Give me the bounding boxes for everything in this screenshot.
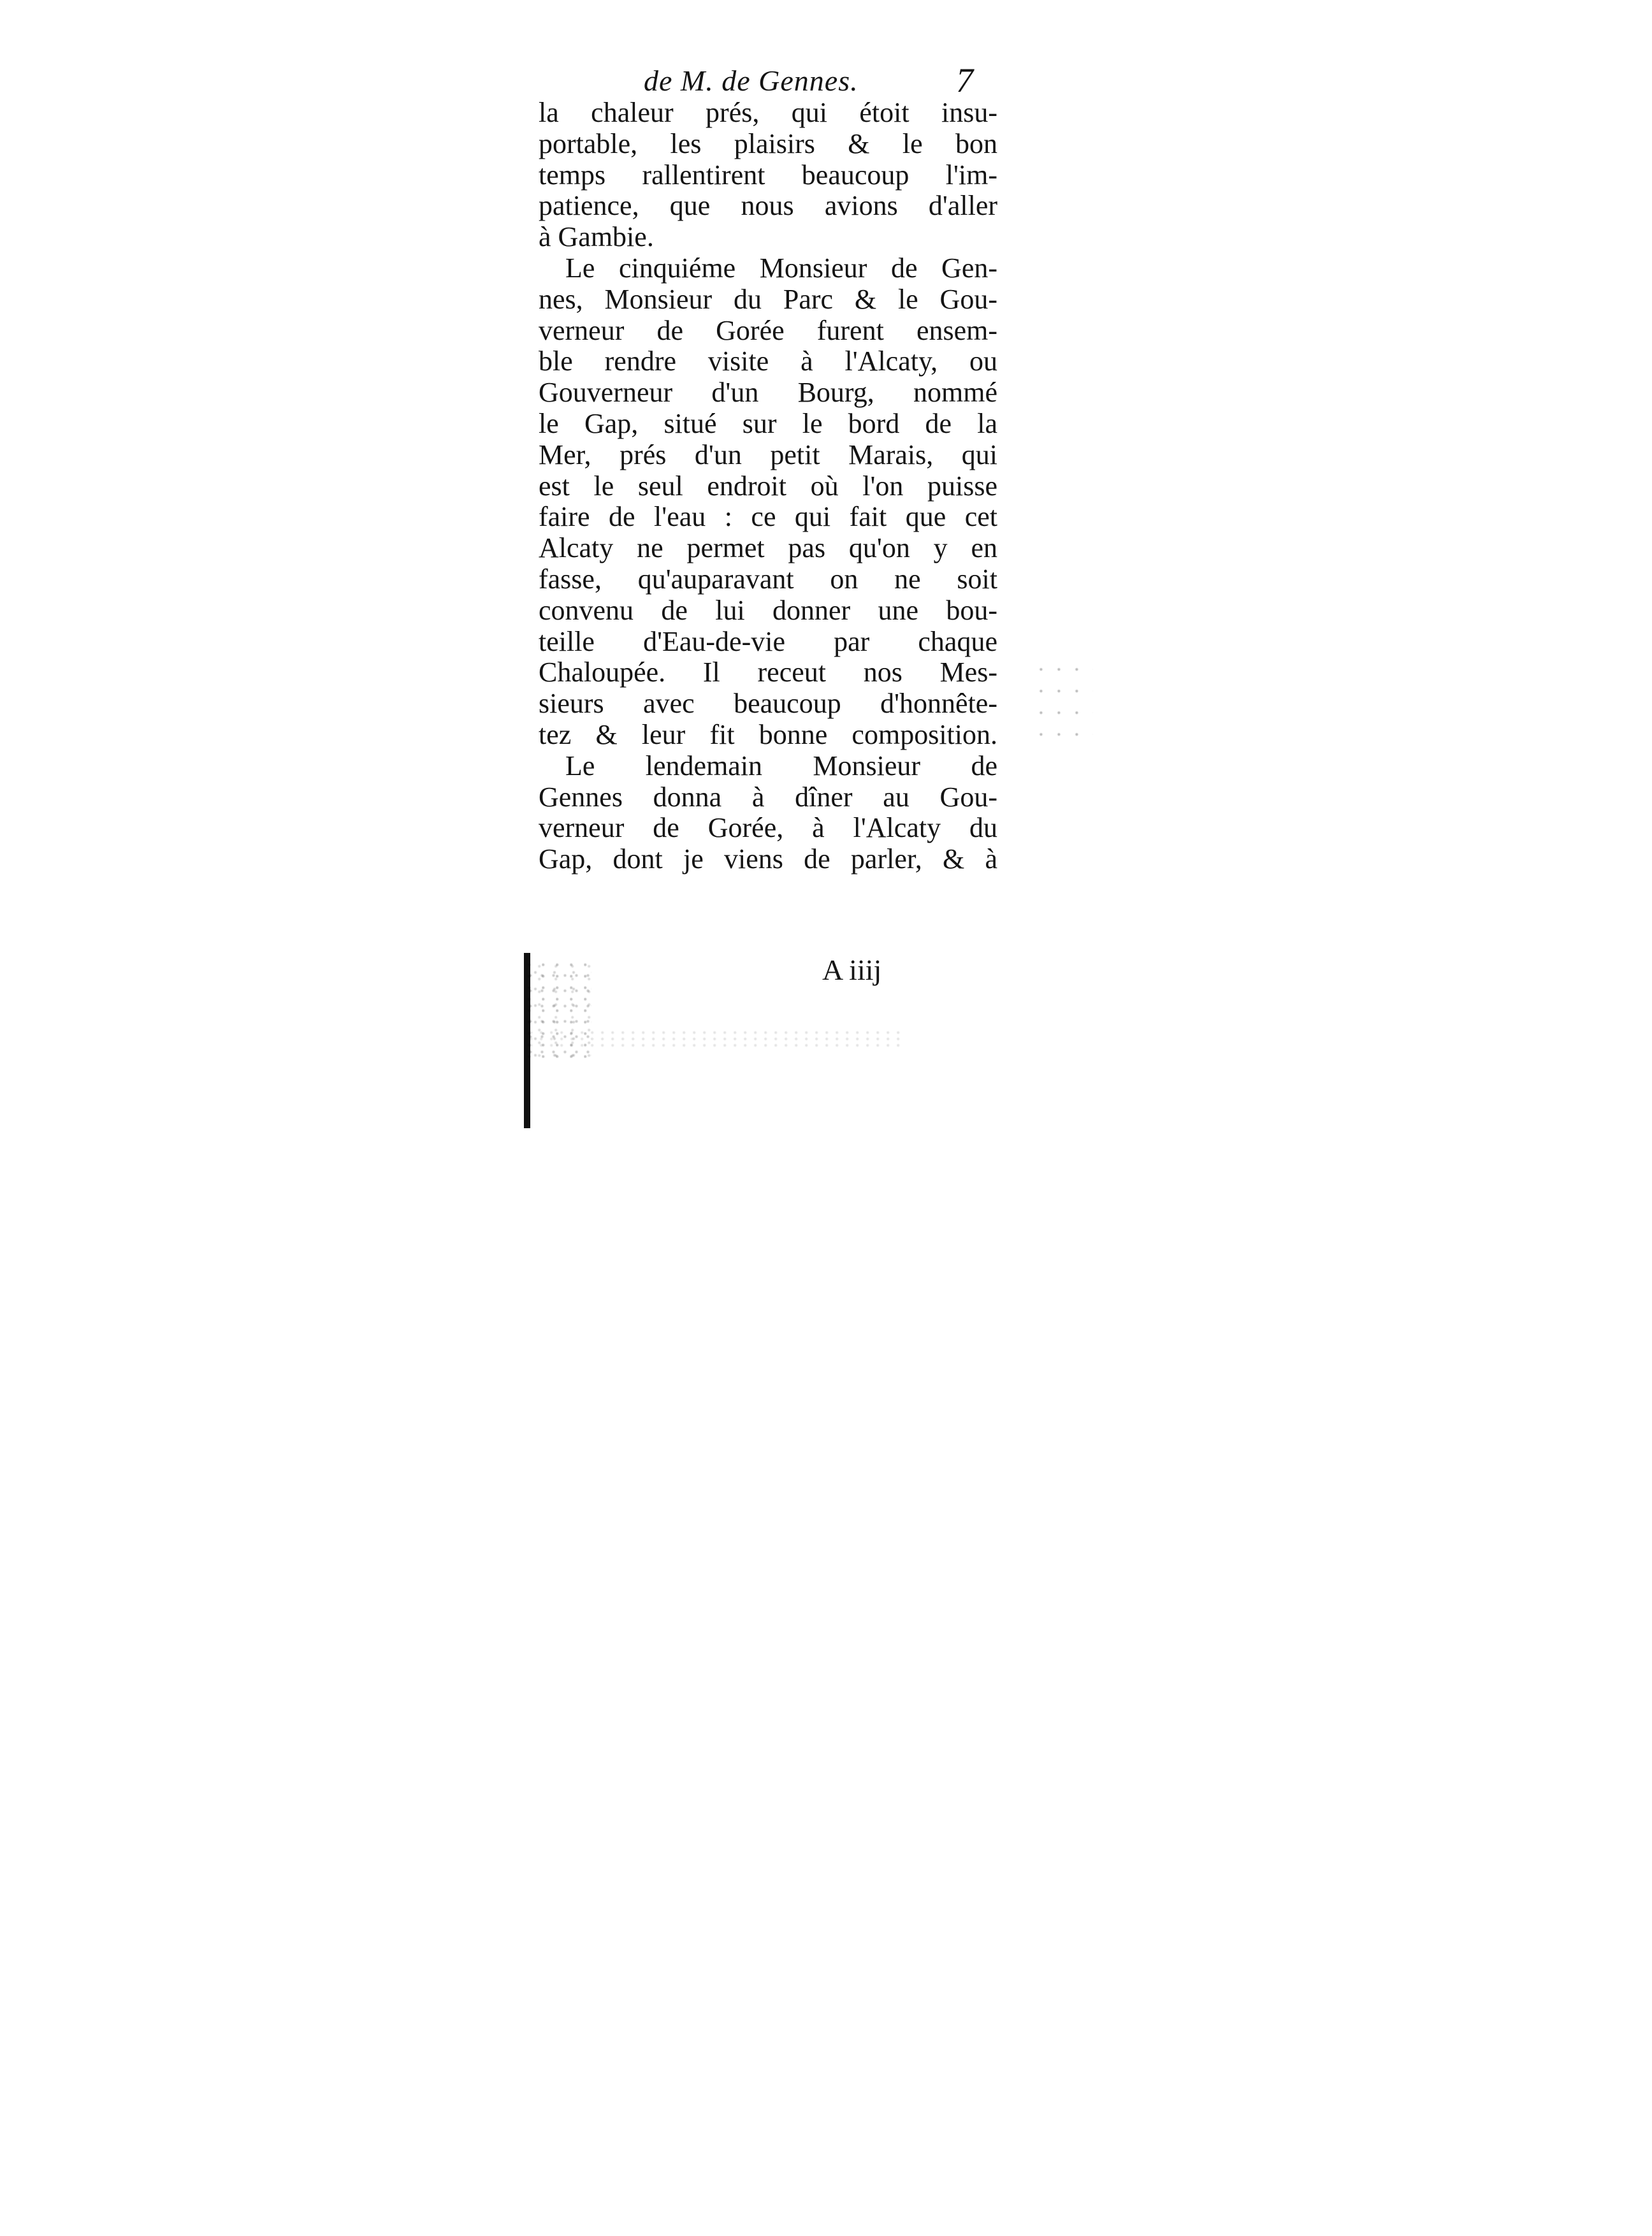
signature-mark: A iiij <box>822 954 882 986</box>
text-line: patience, que nous avions d'aller <box>539 190 997 222</box>
page-number: 7 <box>956 61 973 99</box>
text-line: faire de l'eau : ce qui fait que cet <box>539 501 997 533</box>
text-line: portable, les plaisirs & le bon <box>539 127 997 159</box>
text-line: est le seul endroit où l'on puisse <box>539 470 997 502</box>
text-line: tez & leur fit bonne composition. <box>539 718 997 750</box>
text-line: Le lendemain Monsieur de <box>565 750 997 781</box>
text-line: fasse, qu'auparavant on ne soit <box>539 563 997 595</box>
text-line: à Gambie. <box>539 221 654 253</box>
text-line: Le cinquiéme Monsieur de Gen- <box>565 252 997 284</box>
text-line: verneur de Gorée furent ensem- <box>539 314 997 346</box>
text-line: sieurs avec beaucoup d'honnête- <box>539 688 997 720</box>
scan-noise-bottom <box>529 1029 905 1049</box>
text-line: Gouverneur d'un Bourg, nommé <box>539 377 997 409</box>
text-line: le Gap, situé sur le bord de la <box>539 407 997 439</box>
text-line: nes, Monsieur du Parc & le Gou- <box>539 283 997 315</box>
text-line: Mer, prés d'un petit Marais, qui <box>539 439 997 470</box>
text-line: teille d'Eau-de-vie par chaque <box>539 625 997 657</box>
text-line: Alcaty ne permet pas qu'on y en <box>539 532 997 564</box>
text-line: Chaloupée. Il receut nos Mes- <box>539 657 997 688</box>
text-line: Gap, dont je viens de parler, & à <box>539 843 997 875</box>
text-line: verneur de Gorée, à l'Alcaty du <box>539 812 997 844</box>
text-line: la chaleur prés, qui étoit insu- <box>539 97 997 128</box>
text-line: convenu de lui donner une bou- <box>539 594 997 626</box>
text-line: ble rendre visite à l'Alcaty, ou <box>539 345 997 377</box>
text-block <box>539 98 997 875</box>
running-title: de M. de Gennes. <box>644 64 859 97</box>
text-line: Gennes donna à dîner au Gou- <box>539 781 997 813</box>
text-line: temps rallentirent beaucoup l'im- <box>539 159 997 191</box>
scan-noise-right <box>1036 663 1093 746</box>
